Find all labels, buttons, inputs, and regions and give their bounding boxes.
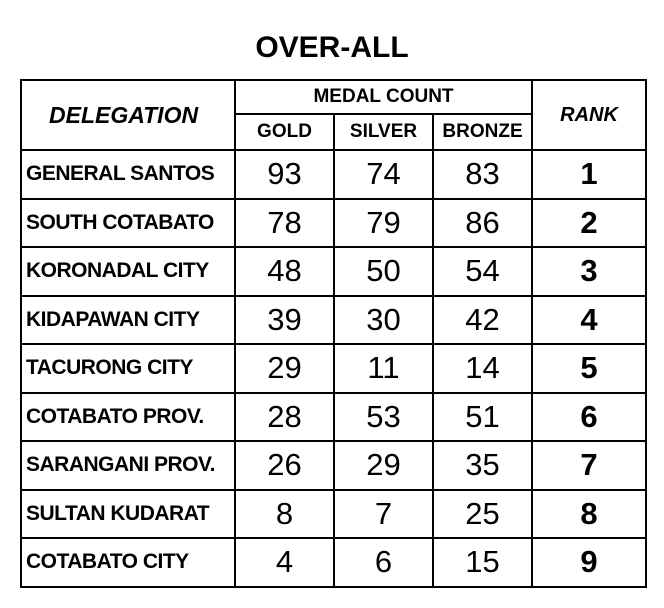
table-row [21,247,646,296]
table-row [21,199,646,248]
table-row [21,150,646,199]
gold-cell: 29 [235,344,334,393]
gold-cell: 93 [235,150,334,199]
table-row [21,490,646,539]
table-row [21,296,646,345]
bronze-cell: 86 [433,199,532,248]
header-delegation: DELEGATION [21,80,235,150]
silver-cell: 50 [334,247,433,296]
gold-cell: 39 [235,296,334,345]
delegation-cell: COTABATO PROV. [21,393,235,442]
bronze-cell: 15 [433,538,532,587]
silver-cell: 30 [334,296,433,345]
rank-cell: 2 [532,199,646,248]
gold-cell: 48 [235,247,334,296]
rank-cell: 8 [532,490,646,539]
rank-cell: 5 [532,344,646,393]
silver-cell: 11 [334,344,433,393]
bronze-cell: 51 [433,393,532,442]
bronze-cell: 25 [433,490,532,539]
header-medal-count: MEDAL COUNT [235,80,532,114]
header-rank: RANK [532,80,646,150]
delegation-cell: SOUTH COTABATO [21,199,235,248]
silver-cell: 7 [334,490,433,539]
delegation-cell: TACURONG CITY [21,344,235,393]
rank-cell: 6 [532,393,646,442]
rank-cell: 1 [532,150,646,199]
bronze-cell: 83 [433,150,532,199]
delegation-cell: COTABATO CITY [21,538,235,587]
rank-cell: 7 [532,441,646,490]
gold-cell: 4 [235,538,334,587]
rank-cell: 3 [532,247,646,296]
bronze-cell: 42 [433,296,532,345]
table-row [21,441,646,490]
bronze-cell: 14 [433,344,532,393]
silver-cell: 29 [334,441,433,490]
table-row [21,344,646,393]
medal-table [20,79,647,588]
header-bronze: BRONZE [433,114,532,150]
header-silver: SILVER [334,114,433,150]
table-row [21,393,646,442]
page-title: OVER-ALL [255,31,409,64]
silver-cell: 6 [334,538,433,587]
delegation-cell: SARANGANI PROV. [21,441,235,490]
bronze-cell: 54 [433,247,532,296]
gold-cell: 26 [235,441,334,490]
delegation-cell: SULTAN KUDARAT [21,490,235,539]
delegation-cell: GENERAL SANTOS [21,150,235,199]
rank-cell: 9 [532,538,646,587]
gold-cell: 28 [235,393,334,442]
delegation-cell: KIDAPAWAN CITY [21,296,235,345]
bronze-cell: 35 [433,441,532,490]
silver-cell: 53 [334,393,433,442]
header-gold: GOLD [235,114,334,150]
gold-cell: 78 [235,199,334,248]
silver-cell: 74 [334,150,433,199]
gold-cell: 8 [235,490,334,539]
table-row [21,538,646,587]
silver-cell: 79 [334,199,433,248]
delegation-cell: KORONADAL CITY [21,247,235,296]
rank-cell: 4 [532,296,646,345]
